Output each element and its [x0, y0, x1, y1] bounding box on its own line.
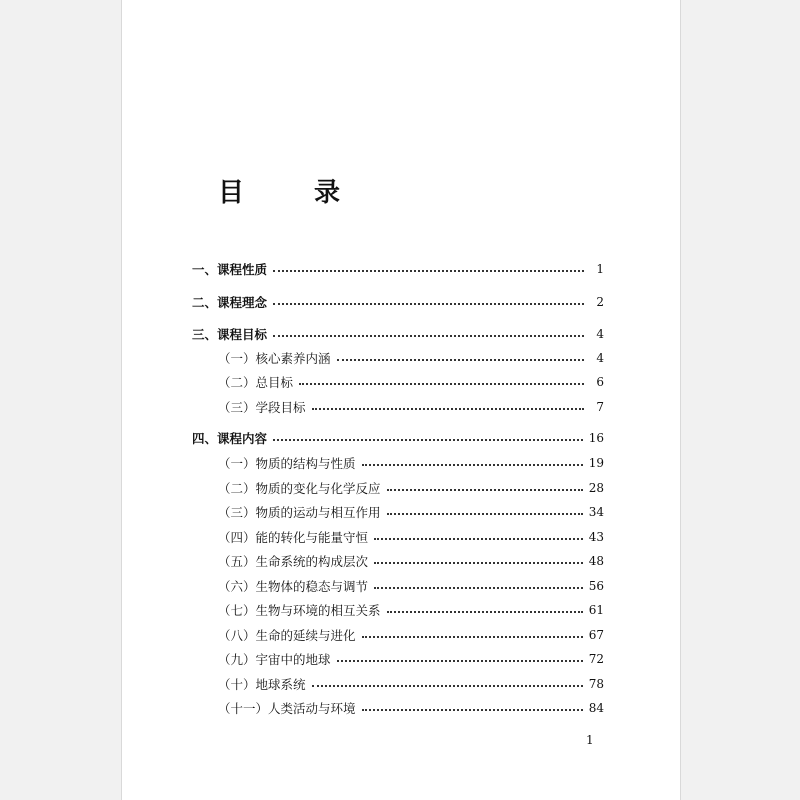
toc-page-number: 4 — [596, 327, 604, 341]
toc-entry-3-2[interactable] — [218, 371, 604, 393]
toc-entry-4-6[interactable] — [218, 575, 604, 597]
toc-entry-label: （五）生命系统的构成层次 — [218, 554, 369, 569]
toc-page-number: 7 — [596, 400, 604, 414]
toc-entry-3-3[interactable] — [218, 396, 604, 418]
toc-entry-label: 二、课程理念 — [192, 295, 268, 310]
toc-entry-label: （一）核心素养内涵 — [218, 351, 331, 366]
dot-leader — [387, 489, 583, 491]
toc-page-number: 28 — [588, 481, 604, 495]
toc-entry-label: （八）生命的延续与进化 — [218, 628, 356, 643]
document-page — [121, 0, 681, 800]
toc-entry-label: （三）物质的运动与相互作用 — [218, 505, 381, 520]
toc-page-number: 19 — [588, 456, 604, 470]
toc-page-number: 56 — [588, 579, 604, 593]
toc-page-number: 6 — [596, 375, 604, 389]
toc-page-number: 2 — [596, 295, 604, 309]
toc-entry-4-3[interactable] — [218, 501, 604, 523]
toc-entry-label: （三）学段目标 — [218, 400, 306, 415]
toc-page-number: 78 — [588, 677, 604, 691]
dot-leader — [362, 464, 583, 466]
page-footer-number: 1 — [586, 733, 594, 747]
toc-entry-4-8[interactable] — [218, 624, 604, 646]
dot-leader — [273, 439, 583, 441]
dot-leader — [273, 303, 584, 305]
table-of-contents — [122, 0, 680, 800]
dot-leader — [387, 513, 583, 515]
toc-entry-label: （六）生物体的稳态与调节 — [218, 579, 369, 594]
toc-page-number: 34 — [588, 505, 604, 519]
toc-page-number: 16 — [588, 431, 604, 445]
toc-page-number: 72 — [588, 652, 604, 666]
dot-leader — [374, 562, 583, 564]
dot-leader — [337, 660, 583, 662]
toc-entry-4-4[interactable] — [218, 526, 604, 548]
dot-leader — [374, 587, 583, 589]
toc-entry-label: （二）物质的变化与化学反应 — [218, 481, 381, 496]
toc-entry-4-11[interactable] — [218, 697, 604, 719]
toc-entry-label: 三、课程目标 — [192, 327, 268, 342]
toc-page-number: 43 — [588, 530, 604, 544]
toc-entry-label: （十）地球系统 — [218, 677, 306, 692]
toc-entry-4-2[interactable] — [218, 477, 604, 499]
dot-leader — [362, 636, 583, 638]
dot-leader — [387, 611, 583, 613]
toc-entry-label: 一、课程性质 — [192, 262, 268, 277]
toc-page-number: 48 — [588, 554, 604, 568]
toc-page-number: 4 — [596, 351, 604, 365]
dot-leader — [299, 383, 584, 385]
toc-entry-4-1[interactable] — [218, 452, 604, 474]
toc-page-number: 1 — [596, 262, 604, 276]
dot-leader — [312, 408, 584, 410]
toc-entry-3[interactable] — [192, 323, 604, 345]
dot-leader — [273, 270, 584, 272]
dot-leader — [362, 709, 583, 711]
dot-leader — [374, 538, 583, 540]
toc-entry-4-5[interactable] — [218, 550, 604, 572]
toc-entry-4-9[interactable] — [218, 648, 604, 670]
toc-entry-label: （二）总目标 — [218, 375, 294, 390]
page-title: 目 录 — [218, 178, 363, 208]
toc-page-number: 84 — [588, 701, 604, 715]
toc-page-number: 61 — [588, 603, 604, 617]
toc-entry-3-1[interactable] — [218, 347, 604, 369]
dot-leader — [312, 685, 583, 687]
toc-entry-4[interactable] — [192, 427, 604, 449]
toc-entry-4-10[interactable] — [218, 673, 604, 695]
toc-entry-label: 四、课程内容 — [192, 431, 268, 446]
toc-entry-label: （十一）人类活动与环境 — [218, 701, 356, 716]
toc-entry-4-7[interactable] — [218, 599, 604, 621]
toc-entry-label: （四）能的转化与能量守恒 — [218, 530, 369, 545]
dot-leader — [273, 335, 584, 337]
toc-page-number: 67 — [588, 628, 604, 642]
toc-entry-label: （一）物质的结构与性质 — [218, 456, 356, 471]
toc-entry-label: （九）宇宙中的地球 — [218, 652, 331, 667]
toc-entry-1[interactable] — [192, 258, 604, 280]
dot-leader — [337, 359, 584, 361]
toc-entry-2[interactable] — [192, 291, 604, 313]
toc-entry-label: （七）生物与环境的相互关系 — [218, 603, 381, 618]
